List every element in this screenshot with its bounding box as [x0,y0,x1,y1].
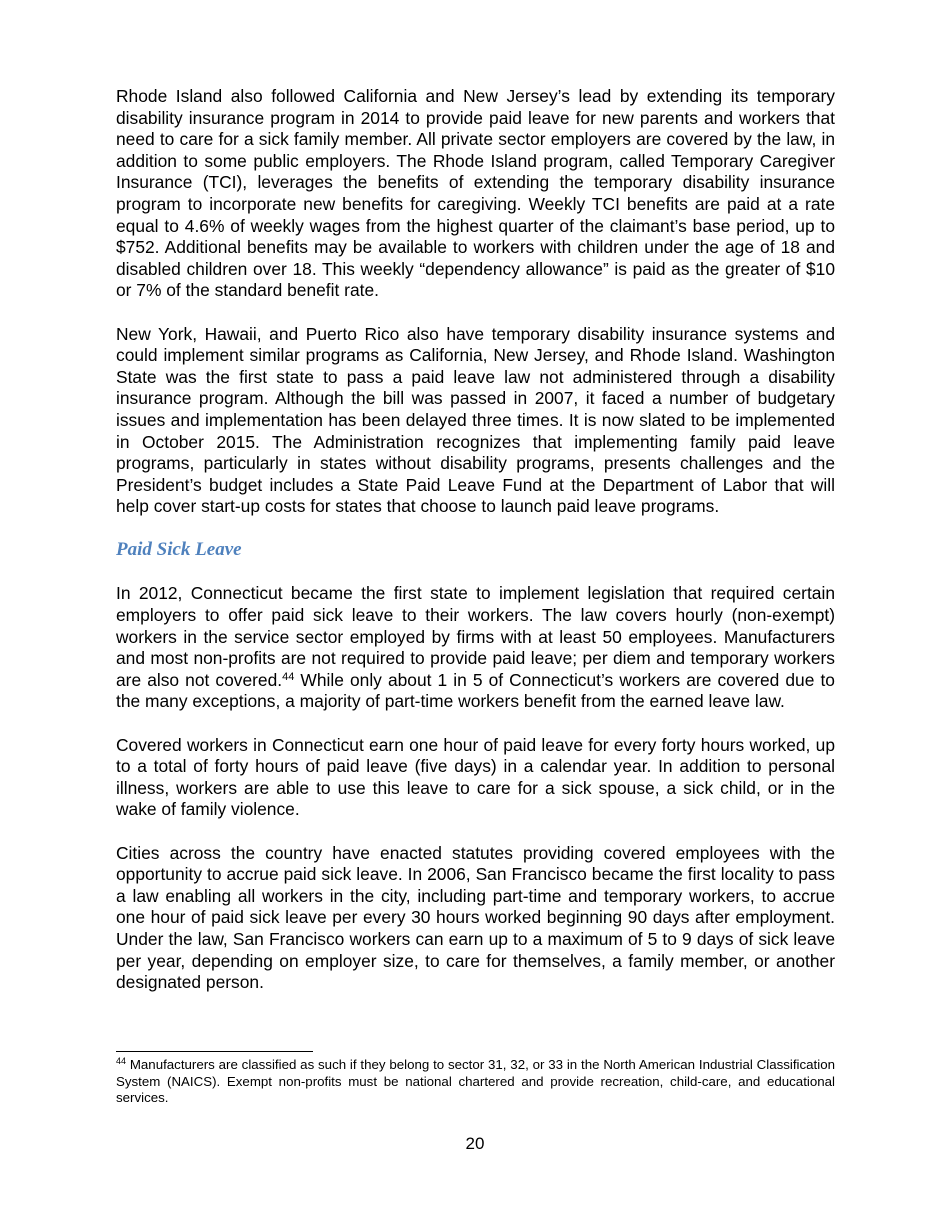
footnote-number: 44 [116,1056,127,1066]
paragraph-cities: Cities across the country have enacted statutes providing covered employees with the opportunity to accrue paid sick leave. In 2006, San Francisco became the first locality to pass a law enabling all workers in the city, including part-time and temporary workers, to accrue one hour of paid sick leave per every 30 hours worked beginning 90 days after employment. Under the law, San Francisco workers can earn up to a maximum of 5 to 9 days of sick leave per year, depending on employer size, to care for themselves, a family member, or another designated person. [116,842,835,993]
paragraph-other-states: New York, Hawaii, and Puerto Rico also have temporary disability insurance systems and could implement similar programs as California, New Jersey, and Rhode Island. Washington State was the first state to pass a paid leave law not administered through a disability insurance program. Although the bill was passed in 2007, it faced a number of budgetary issues and implementation has been delayed three times. It is now slated to be implemented in October 2015. The Administration recognizes that implementing family paid leave programs, particularly in states without disability programs, presents challenges and the President’s budget includes a State Paid Leave Fund at the Department of Labor that will help cover start-up costs for states that choose to launch paid leave programs. [116,323,835,517]
footnote-reference[interactable]: 44 [282,670,295,683]
paragraph-text: While only about 1 in 5 of Connecticut’s workers are covered due to the many exceptions, a majority of part-time workers benefit from the earned leave law. [116,669,835,712]
section-heading: Paid Sick Leave [116,539,242,561]
footnote-divider [116,1051,313,1052]
page-number: 20 [465,1134,485,1153]
page-body [116,86,835,1015]
paragraph-rhode-island: Rhode Island also followed California and New Jersey’s lead by extending its temporary disability insurance program in 2014 to provide paid leave for new parents and workers that need to care for a sick family member. All private sector employers are covered by the law, in addition to some public employers. The Rhode Island program, called Temporary Caregiver Insurance (TCI), leverages the benefits of extending the temporary disability insurance program to incorporate new benefits for caregiving. Weekly TCI benefits are paid at a rate equal to 4.6% of weekly wages from the highest quarter of the claimant’s base period, up to $752. Additional benefits may be available to workers with children under the age of 18 and disabled children over 18. This weekly “dependency allowance” is paid as the greater of $10 or 7% of the standard benefit rate. [116,86,835,301]
footnote-text: Manufacturers are classified as such if they belong to sector 31, 32, or 33 in the North American Industrial Classification System (NAICS). Exempt non-profits must be national chartered and provide recreation, child-care, and educational services. [116,1057,835,1105]
paragraph-text: In 2012, Connecticut became the first state to implement legislation that required certain employers to offer paid sick leave to their workers. The law covers hourly (non-exempt) workers in the service sector employed by firms with at least 50 employees. Manufacturers and most non-profits are not required to provide paid leave; per diem and temporary workers are also not covered. [116,583,835,690]
paragraph-connecticut [116,583,835,713]
paragraph-covered-workers: Covered workers in Connecticut earn one hour of paid leave for every forty hours worked, up to a total of forty hours of paid leave (five days) in a calendar year. In addition to personal illness, workers are able to use this leave to care for a sick spouse, a sick child, or in the wake of family violence. [116,734,835,820]
footnote [116,1057,835,1107]
